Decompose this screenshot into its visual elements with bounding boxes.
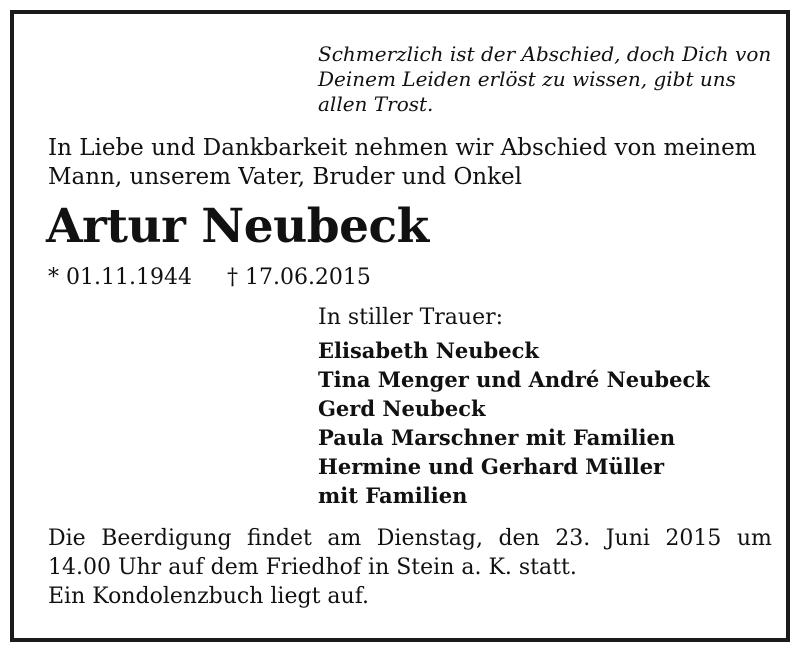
quote-line: allen Trost. [318, 92, 434, 116]
funeral-notice [48, 524, 772, 611]
memorial-quote [318, 42, 778, 117]
mourner-item: Elisabeth Neubeck [318, 338, 539, 363]
mourner-item: Paula Marschner mit Familien [318, 425, 676, 450]
intro-line: In Liebe und Dankbarkeit nehmen wir Abschied von meinem [48, 135, 757, 161]
funeral-line-3: Ein Kondolenzbuch liegt auf. [48, 584, 370, 609]
funeral-word: Beerdigung [101, 526, 232, 551]
intro-text [48, 134, 778, 192]
funeral-word: am [327, 526, 362, 551]
quote-line: Schmerzlich ist der Abschied, doch Dich von [318, 42, 772, 66]
funeral-word: den [498, 526, 540, 551]
funeral-line-2: 14.00 Uhr auf dem Friedhof in Stein a. K. statt. [48, 555, 577, 580]
funeral-word: um [736, 526, 772, 551]
funeral-word: 23. [555, 526, 591, 551]
mourner-item: Tina Menger und André Neubeck [318, 367, 710, 392]
funeral-line-1 [48, 524, 772, 553]
funeral-word: findet [247, 526, 312, 551]
mourning-label: In stiller Trauer: [318, 305, 504, 330]
birth-date: * 01.11.1944 [48, 265, 192, 290]
funeral-word: Dienstag, [376, 526, 483, 551]
funeral-word: Juni [605, 526, 650, 551]
mourner-item: mit Familien [318, 483, 468, 508]
funeral-word: 2015 [665, 526, 722, 551]
death-date: † 17.06.2015 [226, 265, 371, 290]
mourners-list [318, 336, 710, 510]
funeral-word: Die [48, 526, 86, 551]
mourner-item: Gerd Neubeck [318, 396, 486, 421]
intro-line: Mann, unserem Vater, Bruder und Onkel [48, 164, 523, 190]
obituary-frame [10, 10, 790, 642]
mourner-item: Hermine und Gerhard Müller [318, 454, 665, 479]
deceased-name: Artur Neubeck [46, 199, 429, 254]
life-dates [48, 264, 371, 292]
quote-line: Deinem Leiden erlöst zu wissen, gibt uns [318, 67, 736, 91]
